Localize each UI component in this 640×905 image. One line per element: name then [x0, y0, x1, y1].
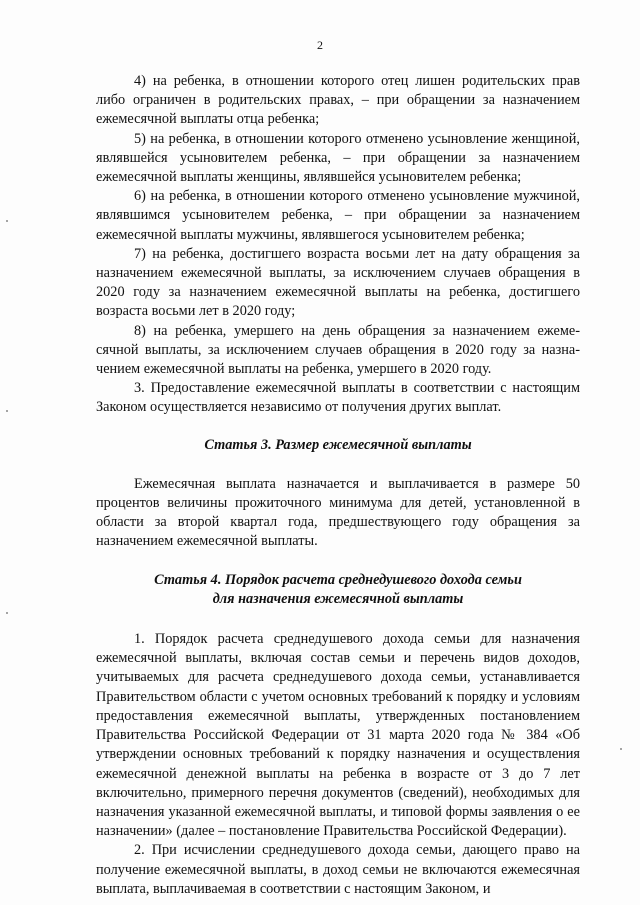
article-4-heading [96, 571, 580, 609]
scan-dot [6, 612, 8, 614]
scan-dot [620, 748, 622, 750]
scan-dot [6, 410, 8, 412]
list-item-5: 5) на ребенка, в отношении которого отменено усыновление женщиной, являвшейся усыновителем ребенка, – при обращении за назначением ежемесячной выплаты женщины, являвшейся усыновителем ребенка; [96, 130, 580, 186]
list-item-6: 6) на ребенка, в отношении которого отменено усыновление мужчиной, являвшимся усыновителем ребенка, – при обращении за назначением ежемесячной выплаты мужчины, являвшегося усыновителем ребенка; [96, 188, 580, 243]
scan-dot [6, 220, 8, 222]
list-section [96, 72, 580, 418]
clause-3: 3. Предоставление ежемесячной выплаты в соответствии с настоящим Законом осуществляется независимо от получения других выплат. [96, 380, 580, 416]
article-4-paragraph-1: 1. Порядок расчета среднедушевого дохода семьи для назначения ежемесячной выплаты, включая состав семьи и перечень видов доходов, учитываемых для расчета среднедушевого дохода семьи, устанавливается Правительством области с учетом основных требований к порядку и условиям предоставления ежемесячной выплаты, утвержденных постановлением Правительства Российской Федерации от 31 марта 2020 года № 384 «Об утверждении основных требований к порядку назначения и осуществления ежемесячной денежной выплаты на ребенка в возрасте от 3 до 7 лет включительно, примерного перечня документов (сведений), необходимых для назначения указанной ежемесячной выплаты, и типовой формы заявления о ее назначении» (далее – постановление Правительства Российской Федерации). [96, 631, 580, 840]
article-4-heading-line-2: для назначения ежемесячной выплаты [212, 590, 464, 607]
article-4-heading-line-1: Статья 4. Порядок расчета среднедушевого дохода семьи [154, 571, 522, 588]
page-number: 2 [317, 38, 323, 52]
article-3-heading: Статья 3. Размер ежемесячной выплаты [204, 436, 472, 453]
list-item-8: 8) на ребенка, умершего на день обращения за назначением ежемесячной выплаты, за исключением случаев обращения в 2020 году за назначением ежемесячной выплаты на ребенка, умершего в 2020 году. [96, 322, 580, 378]
list-item-7: 7) на ребенка, достигшего возраста восьми лет на дату обращения за назначением ежемесячной выплаты, за исключением случаев обращения в 2020 году за назначением ежемесячной выплаты на ребенка, достигшего возраста восьми лет в 2020 году; [96, 245, 580, 320]
article-3-paragraph: Ежемесячная выплата назначается и выплачивается в размере 50 процентов величины прожиточного минимума для детей, установленной в области за второй квартал года, предшествующего году обращения за назначением ежемесячной выплаты. [96, 475, 580, 550]
document-body [96, 72, 580, 899]
article-4-paragraph-2: 2. При исчислении среднедушевого дохода семьи, дающего право на получение ежемесячной выплаты, в доход семьи не включаются ежемесячная выплата, выплачиваемая в соответствии с настоящим Законом, и [96, 842, 580, 897]
list-item-4: 4) на ребенка, в отношении которого отец лишен родительских прав либо ограничен в родительских правах, – при обращении за назначением ежемесячной выплаты отца ребенка; [96, 73, 580, 128]
